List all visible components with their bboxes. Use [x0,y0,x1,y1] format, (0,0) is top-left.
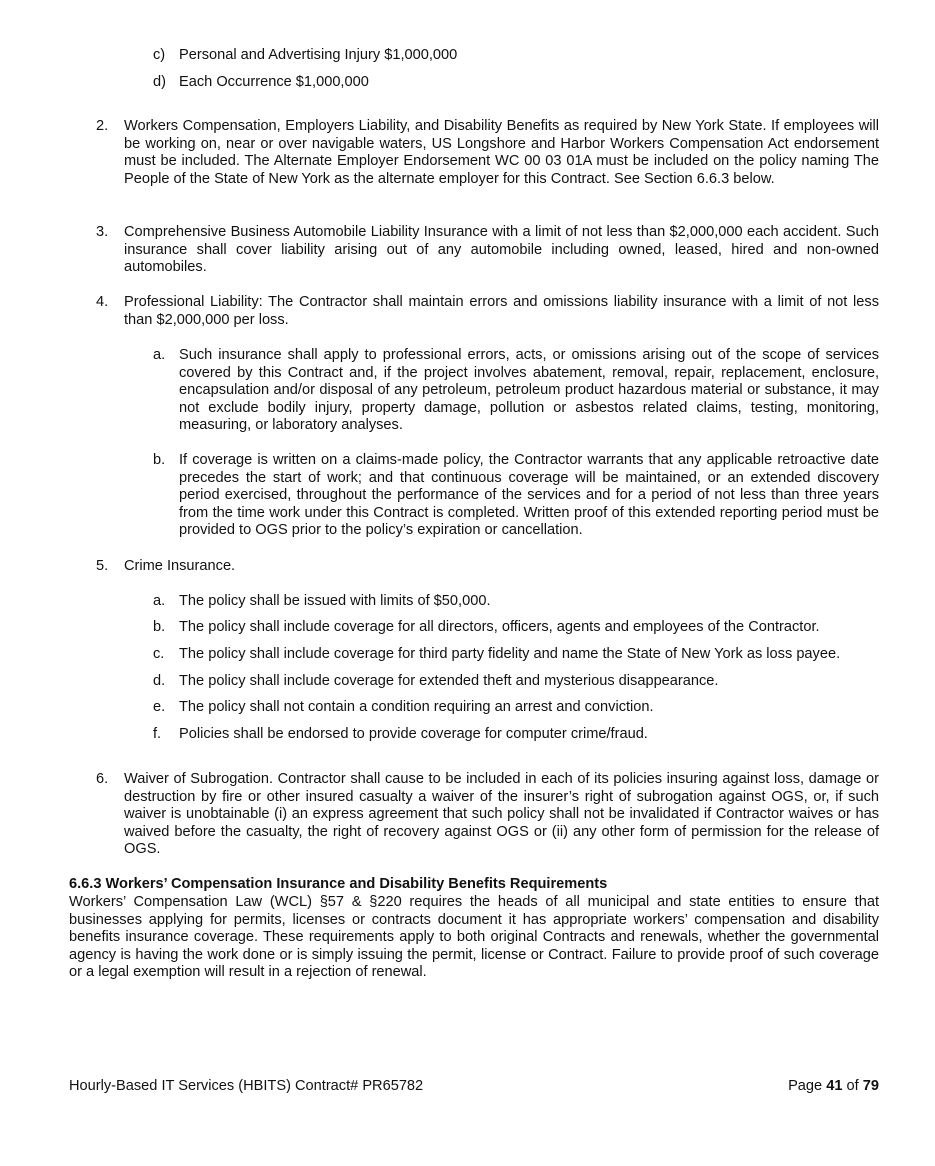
section-body: Workers’ Compensation Law (WCL) §57 & §220 requires the heads of all municipal and state entities to ensure that businesses applying for permits, licenses or contracts document it has appropriate workers’ compensation and disability benefits insurance coverage. These requirements apply to both original Contracts and renewals, whether the governmental agency is having the work done or is simply issuing the permit, license or Contract. Failure to provide proof of such coverage or a legal exemption will result in a rejection of renewal. [69,894,879,981]
item-4a-marker: a. [153,347,166,363]
section-heading: 6.6.3 Workers’ Compensation Insurance and Disability Benefits Requirements [69,876,608,892]
item-4a-text: Such insurance shall apply to professional errors, acts, or omissions arising out of the scope of services covered by this Contract and, if the project involves abatement, removal, repair, replacement, enclosure, encapsulation and/or disposal of any petroleum, petroleum product hazardous material or substance, it may not exclude bodily injury, property damage, pollution or asbestos related claims, testing, monitoring, measuring, or laboratory analyses. [179,347,879,434]
item-5e-marker: e. [153,699,166,715]
item-2-text: Workers Compensation, Employers Liability, and Disability Benefits as required by New York State. If employees will be working on, near or over navigable waters, US Longshore and Harbor Workers Compensation Act endorsement must be included. The Alternate Employer Endorsement WC 00 03 01A must be included on the policy naming The People of the State of New York as the alternate employer for this Contract. See Section 6.6.3 below. [124,118,879,187]
item-6-marker: 6. [96,771,109,787]
item-5c-marker: c. [153,646,165,662]
of-label: of [846,1078,859,1094]
item-2-marker: 2. [96,118,109,134]
item-4-marker: 4. [96,294,109,310]
item-5d-marker: d. [153,673,166,689]
item-5a-text: The policy shall be issued with limits of $50,000. [179,593,491,609]
page-label: Page [788,1078,823,1094]
list-item-c: Personal and Advertising Injury $1,000,000 [179,47,458,63]
item-5f-text: Policies shall be endorsed to provide coverage for computer crime/fraud. [179,726,648,742]
item-3-text: Comprehensive Business Automobile Liability Insurance with a limit of not less than $2,000,000 each accident. Such insurance shall cover liability arising out of any automobile including owned, leased, hired and non-owned automobiles. [124,224,879,276]
item-5e-text: The policy shall not contain a condition requiring an arrest and conviction. [179,699,654,715]
item-4b-text: If coverage is written on a claims-made policy, the Contractor warrants that any applicable retroactive date precedes the start of work; and that continuous coverage will be maintained, or an extended discovery period exercised, throughout the performance of the services and for a period of not less than three years from the time work under this Contract is completed. Written proof of this extended reporting period must be provided to OGS prior to the policy’s expiration or cancellation. [179,452,879,539]
item-5f-marker: f. [153,726,162,742]
page-current: 41 [826,1078,843,1094]
page-total: 79 [862,1078,879,1094]
item-5b-text: The policy shall include coverage for all directors, officers, agents and employees of the Contractor. [179,619,820,635]
item-5-text: Crime Insurance. [124,558,236,574]
footer-page-number [788,1078,879,1096]
footer-contract: Hourly-Based IT Services (HBITS) Contract# PR65782 [69,1078,424,1094]
item-5-marker: 5. [96,558,109,574]
list-item-d: Each Occurrence $1,000,000 [179,74,369,90]
item-5a-marker: a. [153,593,166,609]
item-4-text: Professional Liability: The Contractor shall maintain errors and omissions liability insurance with a limit of not less than $2,000,000 per loss. [124,294,879,328]
item-3-marker: 3. [96,224,109,240]
item-5d-text: The policy shall include coverage for extended theft and mysterious disappearance. [179,673,719,689]
list-marker-d: d) [153,74,166,90]
item-5c-text: The policy shall include coverage for third party fidelity and name the State of New York as loss payee. [179,646,841,662]
item-5b-marker: b. [153,619,166,635]
item-4b-marker: b. [153,452,166,468]
list-marker-c: c) [153,47,166,63]
item-6-text: Waiver of Subrogation. Contractor shall cause to be included in each of its policies insuring against loss, damage or destruction by fire or other insured casualty a waiver of the insurer’s right of subrogation against OGS, or, if such waiver is unobtainable (i) an express agreement that such policy shall not be invalidated if Contractor waives or has waived before the casualty, the right of recovery against OGS or (ii) any other form of permission for the release of OGS. [124,771,879,858]
